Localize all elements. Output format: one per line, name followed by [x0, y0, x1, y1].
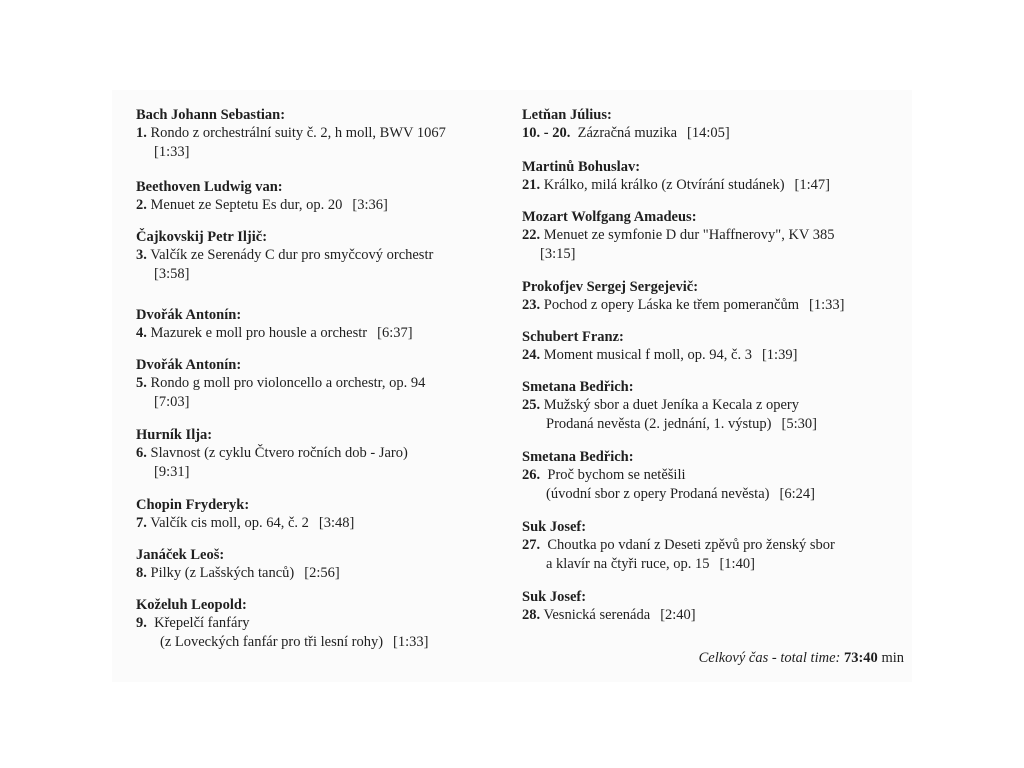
track-entry-25 [522, 378, 902, 434]
track-entry-3 [136, 228, 516, 284]
track-entry-28 [522, 588, 902, 625]
composer-name: Beethoven Ludwig van: [136, 179, 283, 195]
track-entry-22 [522, 208, 902, 264]
track-entry-26 [522, 448, 902, 504]
track-duration: [3:58] [154, 266, 190, 282]
track-duration: [1:47] [794, 177, 830, 193]
track-entry-1 [136, 106, 516, 162]
track-duration: [14:05] [687, 125, 730, 141]
track-title: Mazurek e moll pro housle a orchestr [150, 325, 368, 341]
track-entry-23 [522, 278, 902, 315]
track-entry-10-20 [522, 106, 902, 143]
total-time-value: 73:40 [843, 650, 878, 666]
track-title-continued: (z Loveckých fanfár pro tři lesní rohy) [160, 634, 384, 650]
composer-name: Smetana Bedřich: [522, 449, 634, 465]
track-entry-21 [522, 158, 902, 195]
track-number: 28. [522, 607, 541, 623]
track-title: Pochod z opery Láska ke třem pomerančům [543, 297, 800, 313]
track-number: 22. [522, 227, 541, 243]
track-title: Vesnická serenáda [543, 607, 651, 623]
track-title: Slavnost (z cyklu Čtvero ročních dob - Jaro) [150, 445, 408, 461]
composer-name: Koželuh Leopold: [136, 597, 247, 613]
track-number: 24. [522, 347, 541, 363]
track-entry-24 [522, 328, 902, 365]
tracklist-card [112, 90, 912, 682]
track-entry-6 [136, 426, 516, 482]
track-entry-5 [136, 356, 516, 412]
track-title: Proč bychom se netěšili [547, 467, 686, 483]
composer-name: Suk Josef: [522, 519, 587, 535]
track-title: Pilky (z Lašských tanců) [150, 565, 295, 581]
track-duration: [2:40] [660, 607, 696, 623]
track-title: Choutka po vdaní z Deseti zpěvů pro ženský sbor [547, 537, 835, 553]
composer-name: Letňan Július: [522, 107, 612, 123]
composer-name: Martinů Bohuslav: [522, 159, 641, 175]
track-title: Zázračná muzika [577, 125, 678, 141]
track-number: 5. [136, 375, 147, 391]
track-duration: [6:37] [377, 325, 413, 341]
composer-name: Dvořák Antonín: [136, 307, 242, 323]
composer-name: Hurník Ilja: [136, 427, 213, 443]
composer-name: Chopin Fryderyk: [136, 497, 250, 513]
track-number: 2. [136, 197, 147, 213]
composer-name: Janáček Leoš: [136, 547, 225, 563]
track-duration: [7:03] [154, 394, 190, 410]
track-number: 1. [136, 125, 147, 141]
track-number: 6. [136, 445, 147, 461]
composer-name: Prokofjev Sergej Sergejevič: [522, 279, 699, 295]
track-number: 10. - 20. [522, 125, 571, 141]
composer-name: Čajkovskij Petr Iljič: [136, 229, 268, 245]
track-entry-7 [136, 496, 516, 533]
track-number: 26. [522, 467, 541, 483]
total-time-label: Celkový čas - total time: [698, 650, 841, 666]
composer-name: Suk Josef: [522, 589, 587, 605]
track-number: 25. [522, 397, 541, 413]
composer-name: Smetana Bedřich: [522, 379, 634, 395]
track-entry-4 [136, 306, 516, 343]
track-number: 7. [136, 515, 147, 531]
composer-name: Bach Johann Sebastian: [136, 107, 286, 123]
track-duration: [1:39] [761, 347, 798, 363]
track-duration: [1:40] [719, 556, 755, 572]
track-title: Rondo g moll pro violoncello a orchestr, op. 94 [150, 375, 426, 391]
track-number: 21. [522, 177, 541, 193]
track-title: Menuet ze symfonie D dur "Haffnerovy", KV 385 [543, 227, 835, 243]
track-duration: [1:33] [393, 634, 429, 650]
track-duration: [2:56] [304, 565, 340, 581]
track-number: 27. [522, 537, 541, 553]
track-duration: [9:31] [154, 464, 190, 480]
track-title: Králko, milá králko (z Otvírání studánek) [543, 177, 785, 193]
total-time [660, 650, 904, 667]
track-number: 8. [136, 565, 147, 581]
track-duration: [5:30] [781, 416, 817, 432]
track-entry-27 [522, 518, 902, 574]
composer-name: Mozart Wolfgang Amadeus: [522, 209, 697, 225]
track-title: Menuet ze Septetu Es dur, op. 20 [150, 197, 343, 213]
track-duration: [3:36] [352, 197, 388, 213]
track-title: Moment musical f moll, op. 94, č. 3 [543, 347, 752, 363]
track-title: Mužský sbor a duet Jeníka a Kecala z opery [543, 397, 800, 413]
track-title: Valčík cis moll, op. 64, č. 2 [150, 515, 309, 531]
track-duration: [3:15] [540, 246, 576, 262]
track-entry-2 [136, 178, 516, 215]
track-title-continued: a klavír na čtyři ruce, op. 15 [546, 556, 710, 572]
track-entry-8 [136, 546, 516, 583]
total-time-unit: min [881, 650, 904, 666]
track-duration: [3:48] [318, 515, 355, 531]
track-number: 3. [136, 247, 147, 263]
track-entry-9 [136, 596, 516, 652]
composer-name: Dvořák Antonín: [136, 357, 242, 373]
track-duration: [6:24] [779, 486, 815, 502]
track-duration: [1:33] [809, 297, 845, 313]
track-duration: [1:33] [154, 144, 190, 160]
track-number: 4. [136, 325, 147, 341]
track-number: 9. [136, 615, 147, 631]
composer-name: Schubert Franz: [522, 329, 624, 345]
track-title-continued: (úvodní sbor z opery Prodaná nevěsta) [546, 486, 770, 502]
track-title: Rondo z orchestrální suity č. 2, h moll, BWV 1067 [150, 125, 446, 141]
track-title: Křepelčí fanfáry [154, 615, 250, 631]
track-number: 23. [522, 297, 541, 313]
track-title-continued: Prodaná nevěsta (2. jednání, 1. výstup) [546, 416, 772, 432]
track-title: Valčík ze Serenády C dur pro smyčcový orchestr [150, 247, 434, 263]
